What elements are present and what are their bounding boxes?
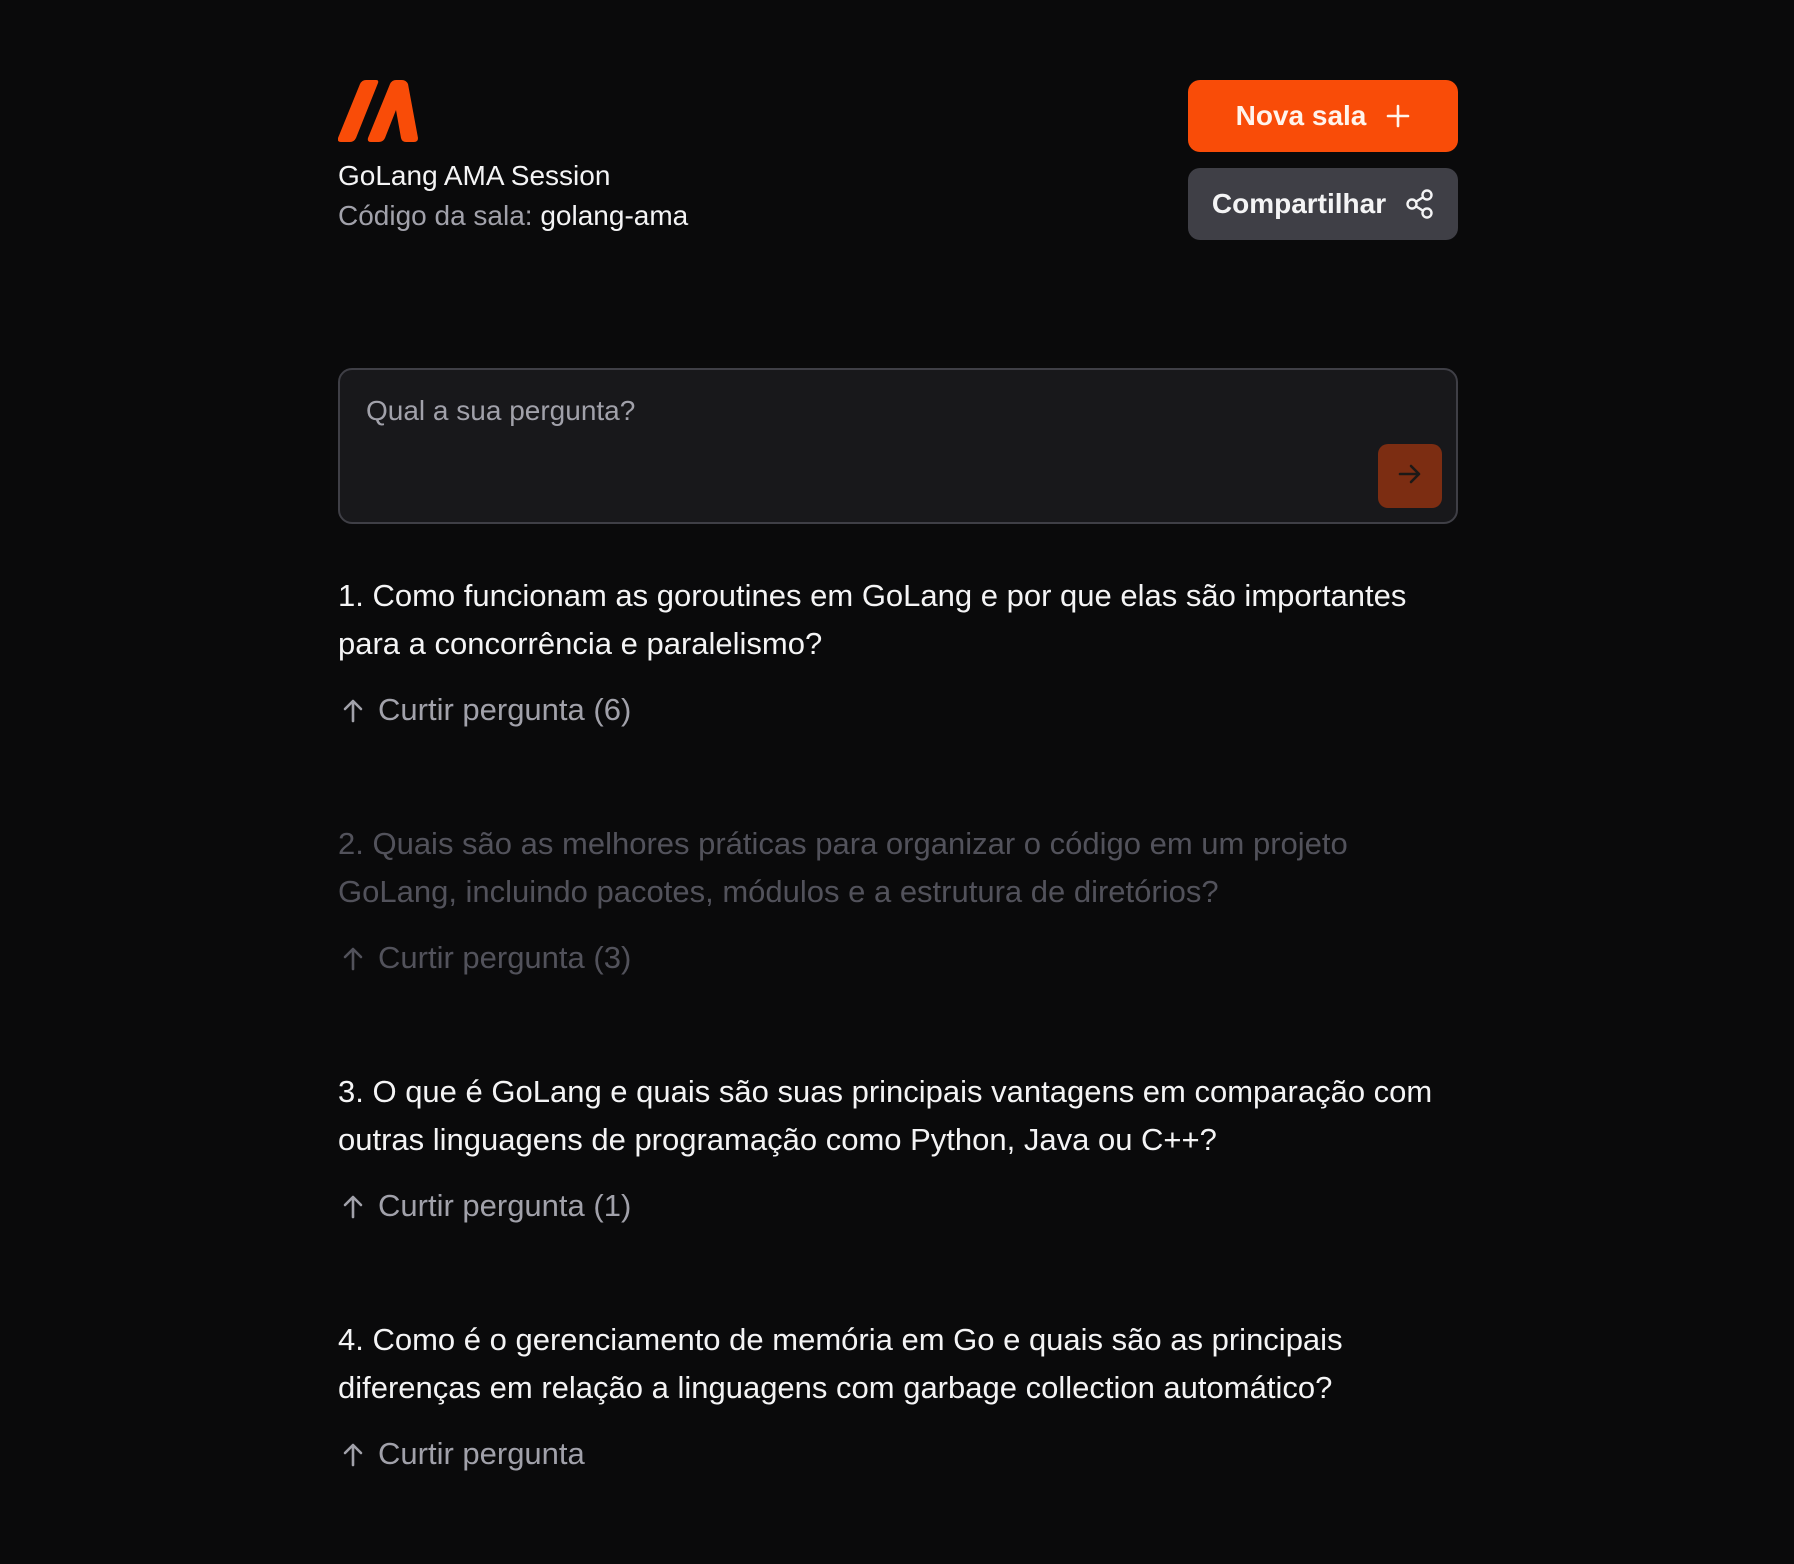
like-question-label: Curtir pergunta (6): [378, 692, 632, 727]
question-text: 4. Como é o gerenciamento de memória em Go e quais são as principais diferenças em relação a linguagens com garbage collection automático?: [338, 1322, 1343, 1405]
arrow-up-icon: [338, 695, 368, 725]
like-question-button[interactable]: [338, 1436, 585, 1472]
question-text: 1. Como funcionam as goroutines em GoLang e por que elas são importantes para a concorrência e paralelismo?: [338, 578, 1407, 661]
new-room-label: Nova sala: [1235, 100, 1367, 131]
question-form: [338, 368, 1458, 524]
room-code-label: Código da sala:: [338, 200, 533, 231]
like-question-button[interactable]: [338, 692, 631, 728]
new-room-button[interactable]: [1188, 80, 1458, 152]
plus-icon: [1386, 104, 1410, 128]
room-code: [338, 200, 688, 232]
ama-logo-icon: [338, 80, 418, 142]
like-question-button[interactable]: [338, 1188, 631, 1224]
question-item: [338, 1068, 1458, 1316]
arrow-up-icon: [338, 1191, 368, 1221]
share-button[interactable]: [1188, 168, 1458, 240]
arrow-up-icon: [338, 1439, 368, 1469]
page-container: [338, 0, 1458, 1471]
question-list: [338, 572, 1458, 1564]
submit-question-button[interactable]: [1378, 444, 1442, 508]
room-title: GoLang AMA Session: [338, 160, 611, 191]
like-question-button[interactable]: [338, 940, 631, 976]
like-question-label: Curtir pergunta (1): [378, 1188, 632, 1223]
question-item: [338, 820, 1458, 1068]
share-label: Compartilhar: [1211, 188, 1387, 219]
like-question-label: Curtir pergunta (3): [378, 940, 632, 975]
room-code-value: golang-ama: [540, 200, 689, 231]
header: [338, 0, 1458, 260]
share-icon: [1406, 189, 1434, 219]
question-input[interactable]: [364, 390, 1328, 432]
like-question-label: Curtir pergunta: [378, 1436, 585, 1471]
question-text: 2. Quais são as melhores práticas para organizar o código em um projeto GoLang, incluindo pacotes, módulos e a estrutura de diretórios?: [338, 826, 1348, 909]
arrow-right-icon: [1396, 460, 1424, 493]
question-text: 3. O que é GoLang e quais são suas principais vantagens em comparação com outras linguagens de programação como Python, Java ou C++?: [338, 1074, 1433, 1157]
question-item: [338, 1316, 1458, 1564]
arrow-up-icon: [338, 943, 368, 973]
question-item: [338, 572, 1458, 820]
